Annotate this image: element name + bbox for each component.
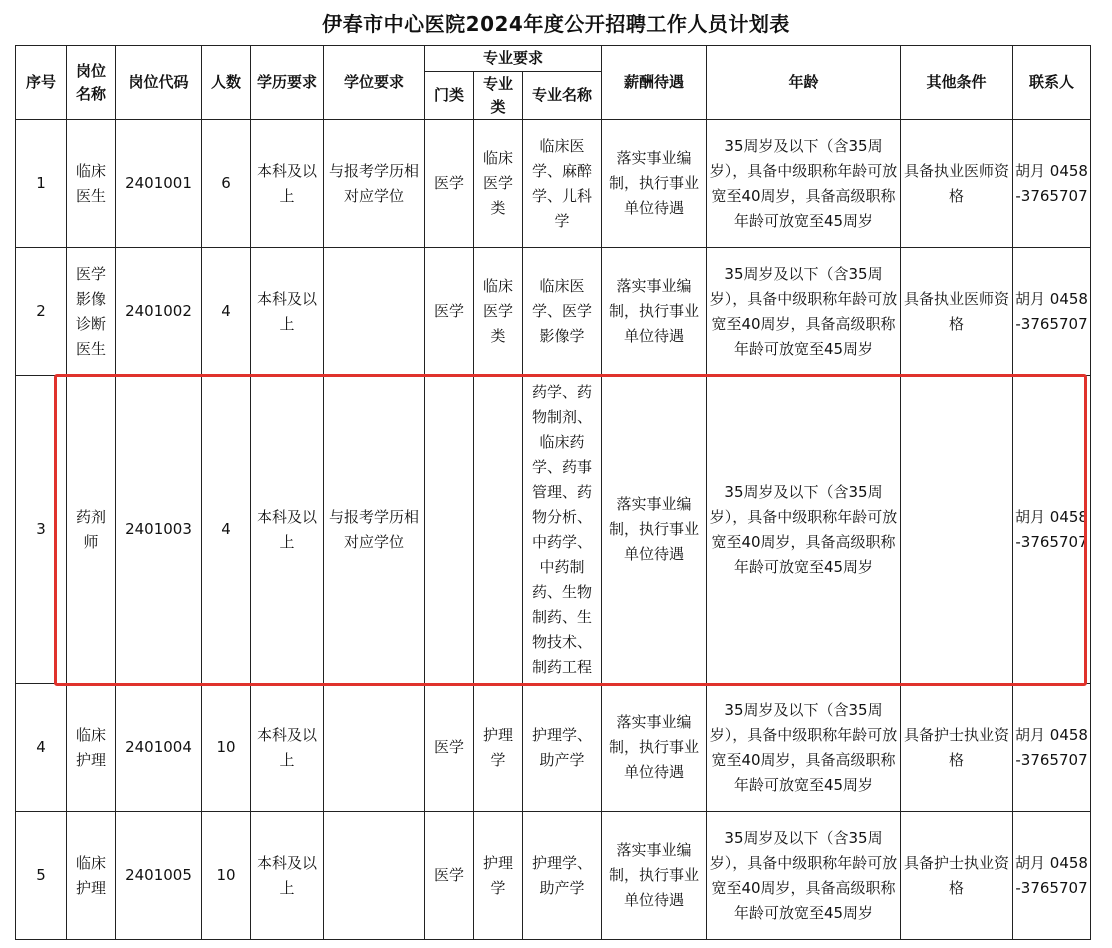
cell-position-name: 医学影像诊断医生 xyxy=(67,248,116,376)
cell-education: 本科及以上 xyxy=(251,120,324,248)
cell-major-class: 临床医学类 xyxy=(474,120,523,248)
cell-contact: 胡月 0458-3765707 xyxy=(1013,120,1091,248)
cell-major-name: 临床医学、医学影像学 xyxy=(523,248,602,376)
cell-age: 35周岁及以下（含35周岁），具备中级职称年龄可放宽至40周岁，具备高级职称年龄可放宽至45周岁 xyxy=(707,376,901,684)
cell-seq: 5 xyxy=(16,812,67,940)
cell-other: 具备护士执业资格 xyxy=(901,812,1013,940)
table-row xyxy=(16,248,1091,376)
header-major-category: 门类 xyxy=(425,72,474,120)
cell-major-class: 护理学 xyxy=(474,812,523,940)
cell-count: 10 xyxy=(202,684,251,812)
cell-seq: 3 xyxy=(16,376,67,684)
cell-major-category: 医学 xyxy=(425,248,474,376)
cell-seq: 2 xyxy=(16,248,67,376)
cell-major-class xyxy=(474,376,523,684)
cell-education: 本科及以上 xyxy=(251,812,324,940)
cell-other xyxy=(901,376,1013,684)
cell-count: 4 xyxy=(202,376,251,684)
cell-education: 本科及以上 xyxy=(251,684,324,812)
cell-position-code: 2401002 xyxy=(116,248,202,376)
cell-contact: 胡月 0458-3765707 xyxy=(1013,248,1091,376)
cell-major-name: 临床医学、麻醉学、儿科学 xyxy=(523,120,602,248)
cell-contact: 胡月 0458-3765707 xyxy=(1013,812,1091,940)
header-salary: 薪酬待遇 xyxy=(602,46,707,120)
cell-major-name: 护理学、助产学 xyxy=(523,684,602,812)
cell-count: 6 xyxy=(202,120,251,248)
cell-education: 本科及以上 xyxy=(251,376,324,684)
header-age: 年龄 xyxy=(707,46,901,120)
cell-salary: 落实事业编制，执行事业单位待遇 xyxy=(602,684,707,812)
cell-degree xyxy=(324,248,425,376)
cell-degree xyxy=(324,812,425,940)
cell-count: 10 xyxy=(202,812,251,940)
cell-position-code: 2401001 xyxy=(116,120,202,248)
cell-seq: 1 xyxy=(16,120,67,248)
cell-major-category: 医学 xyxy=(425,812,474,940)
cell-degree: 与报考学历相对应学位 xyxy=(324,376,425,684)
header-major-class: 专业类 xyxy=(474,72,523,120)
cell-count: 4 xyxy=(202,248,251,376)
cell-education: 本科及以上 xyxy=(251,248,324,376)
cell-major-name: 护理学、助产学 xyxy=(523,812,602,940)
cell-age: 35周岁及以下（含35周岁），具备中级职称年龄可放宽至40周岁，具备高级职称年龄可放宽至45周岁 xyxy=(707,120,901,248)
cell-position-code: 2401004 xyxy=(116,684,202,812)
header-degree: 学位要求 xyxy=(324,46,425,120)
recruitment-plan-table xyxy=(15,45,1091,940)
table-row xyxy=(16,812,1091,940)
cell-contact: 胡月 0458-3765707 xyxy=(1013,376,1091,684)
header-major-name: 专业名称 xyxy=(523,72,602,120)
cell-major-name: 药学、药物制剂、临床药学、药事管理、药物分析、中药学、中药制药、生物制药、生物技术、制药工程 xyxy=(523,376,602,684)
cell-other: 具备执业医师资格 xyxy=(901,120,1013,248)
header-other: 其他条件 xyxy=(901,46,1013,120)
cell-major-category: 医学 xyxy=(425,684,474,812)
cell-age: 35周岁及以下（含35周岁），具备中级职称年龄可放宽至40周岁，具备高级职称年龄可放宽至45周岁 xyxy=(707,684,901,812)
cell-salary: 落实事业编制，执行事业单位待遇 xyxy=(602,376,707,684)
cell-age: 35周岁及以下（含35周岁），具备中级职称年龄可放宽至40周岁，具备高级职称年龄可放宽至45周岁 xyxy=(707,812,901,940)
cell-major-category: 医学 xyxy=(425,120,474,248)
header-count: 人数 xyxy=(202,46,251,120)
cell-salary: 落实事业编制，执行事业单位待遇 xyxy=(602,120,707,248)
header-seq: 序号 xyxy=(16,46,67,120)
cell-position-name: 临床医生 xyxy=(67,120,116,248)
table-row xyxy=(16,376,1091,684)
cell-major-category xyxy=(425,376,474,684)
header-position-name: 岗位名称 xyxy=(67,46,116,120)
header-contact: 联系人 xyxy=(1013,46,1091,120)
header-position-code: 岗位代码 xyxy=(116,46,202,120)
cell-salary: 落实事业编制，执行事业单位待遇 xyxy=(602,248,707,376)
cell-position-name: 临床护理 xyxy=(67,684,116,812)
cell-contact: 胡月 0458-3765707 xyxy=(1013,684,1091,812)
table-row xyxy=(16,684,1091,812)
cell-seq: 4 xyxy=(16,684,67,812)
cell-position-name: 药剂师 xyxy=(67,376,116,684)
cell-other: 具备护士执业资格 xyxy=(901,684,1013,812)
header-major-requirements: 专业要求 xyxy=(425,46,602,72)
cell-degree: 与报考学历相对应学位 xyxy=(324,120,425,248)
cell-major-class: 护理学 xyxy=(474,684,523,812)
header-education: 学历要求 xyxy=(251,46,324,120)
cell-position-code: 2401003 xyxy=(116,376,202,684)
cell-other: 具备执业医师资格 xyxy=(901,248,1013,376)
cell-age: 35周岁及以下（含35周岁），具备中级职称年龄可放宽至40周岁，具备高级职称年龄可放宽至45周岁 xyxy=(707,248,901,376)
cell-major-class: 临床医学类 xyxy=(474,248,523,376)
cell-position-code: 2401005 xyxy=(116,812,202,940)
table-row xyxy=(16,120,1091,248)
cell-salary: 落实事业编制，执行事业单位待遇 xyxy=(602,812,707,940)
page-title: 伊春市中心医院2024年度公开招聘工作人员计划表 xyxy=(322,12,790,36)
cell-position-name: 临床护理 xyxy=(67,812,116,940)
cell-degree xyxy=(324,684,425,812)
